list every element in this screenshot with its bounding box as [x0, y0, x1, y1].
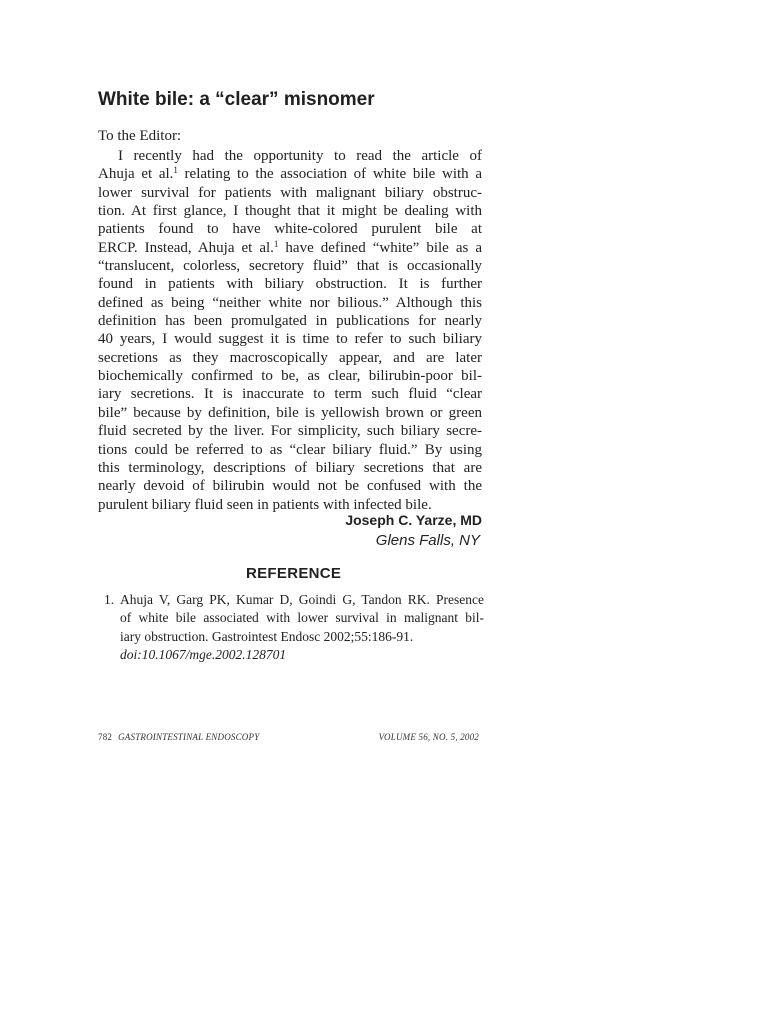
body-line: tions could be referred to as “clear biliary fluid.” By using: [98, 441, 482, 458]
body-line: secretions as they macroscopically appear, and are later: [98, 349, 482, 366]
body-line: iary secretions. It is inaccurate to term such fluid “clear: [98, 386, 482, 403]
page-number: 782: [98, 732, 113, 742]
reference-text: [120, 591, 484, 665]
author-name: Joseph C. Yarze, MD: [345, 512, 482, 528]
body-line: bile” because by definition, bile is yellowish brown or green: [98, 404, 482, 421]
body-line: this terminology, descriptions of biliary secretions that are: [98, 459, 482, 476]
body-line: nearly devoid of bilirubin would not be confused with the: [98, 478, 482, 495]
body-line: biochemically confirmed to be, as clear, bilirubin-poor bil-: [98, 368, 482, 385]
body-line: fluid secreted by the liver. For simplicity, such biliary secre-: [98, 423, 482, 440]
body-line: I recently had the opportunity to read the article of: [118, 148, 482, 164]
body-line: tion. At first glance, I thought that it might be dealing with: [98, 203, 482, 220]
reference-marker: 1: [173, 165, 178, 176]
reference-line: of white bile associated with lower survival in malignant bil-: [120, 610, 484, 626]
body-line-part: ERCP. Instead, Ahuja et al.: [98, 239, 274, 256]
body-line: defined as being “neither white nor bilious.” Although this: [98, 294, 482, 311]
body-line: “translucent, colorless, secretory fluid” that is occasionally: [98, 258, 482, 275]
journal-name: GASTROINTESTINAL ENDOSCOPY: [118, 732, 260, 742]
body-line-part: Ahuja et al.: [98, 166, 174, 183]
reference-number: 1.: [104, 592, 115, 607]
author-location: Glens Falls, NY: [375, 532, 480, 549]
reference-line: Ahuja V, Garg PK, Kumar D, Goindi G, Tandon RK. Presence: [120, 592, 484, 607]
letter-title: White bile: a “clear” misnomer: [98, 89, 375, 110]
reference-heading: REFERENCE: [246, 565, 342, 582]
reference-line: iary obstruction. Gastrointest Endosc 2002;55:186-91.: [120, 628, 414, 644]
body-line: 40 years, I would suggest it is time to refer to such biliary: [98, 331, 482, 348]
body-line: [98, 165, 482, 183]
body-line: definition has been promulgated in publications for nearly: [98, 313, 482, 330]
footer-volume: VOLUME 56, NO. 5, 2002: [378, 732, 479, 742]
letter-body: [98, 147, 482, 514]
body-line: found in patients with biliary obstruction. It is further: [98, 276, 482, 293]
body-line: patients found to have white-colored purulent bile at: [98, 221, 482, 238]
salutation: To the Editor:: [98, 128, 182, 144]
body-line: [98, 239, 482, 257]
body-line: lower survival for patients with malignant biliary obstruc-: [98, 184, 482, 201]
reference-marker: 1: [273, 238, 279, 249]
body-line-part: have defined “white” bile as a: [278, 239, 482, 256]
reference-doi: doi:10.1067/mge.2002.128701: [120, 647, 287, 663]
footer-left: [98, 732, 259, 742]
body-line-part: relating to the association of white bile with a: [177, 166, 482, 183]
body-line: purulent biliary fluid seen in patients with infected bile.: [98, 496, 432, 513]
